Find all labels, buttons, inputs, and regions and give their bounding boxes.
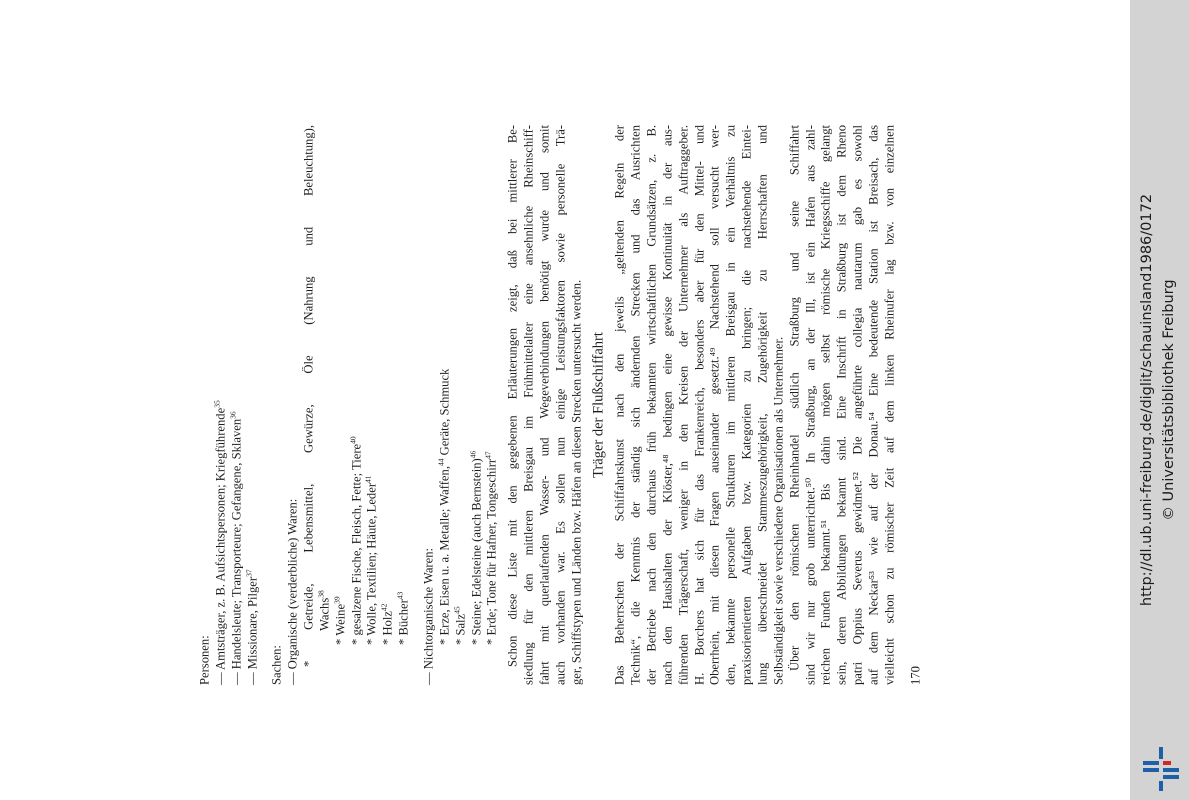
list-item: — Amtsträger, z. B. Aufsichtspersonen; Kriegführende$^{35}$ bbox=[212, 400, 228, 685]
paragraph-line: reichen Funden bekannt.⁵¹ Bis dahin mögen selbst römische Kriegsschiffe gelangt bbox=[818, 125, 833, 685]
paragraph-line: sein, deren Abbildungen bekannt sind. Eine Inschrift in Straßburg ist dem Rheno bbox=[834, 125, 849, 685]
list-item: * Steine; Edelsteine (auch Bernstein)$^{46}$ bbox=[467, 450, 483, 645]
list-item: * Weine$^{39}$ bbox=[332, 596, 348, 645]
paragraph-line: siedlung für den mittleren Breisgau im Frühmittelalter eine ansehnliche Rheinschiff- bbox=[521, 125, 536, 685]
list-item: Wachs$^{38}$ bbox=[316, 590, 332, 631]
paragraph-line: Schon diese Liste mit den gegebenen Erläuterungen zeigt, daß bei mittlerer Be- bbox=[505, 125, 520, 667]
list-item: — Missionare, Pilger$^{37}$ bbox=[243, 569, 260, 685]
paragraph-line: H. Borchers hat sich für das Frankenreich, besonders aber für den Mittel- und bbox=[692, 125, 707, 685]
page-text-block bbox=[198, 125, 933, 685]
list-item: * gesalzene Fische, Fleisch, Fette; Tiere$^{40}$ bbox=[347, 436, 364, 645]
list-item: * Erze, Eisen u. a. Metalle; Waffen,$^{44}$ Geräte, Schmuck bbox=[436, 368, 452, 645]
paragraph-line: ger, Schiffstypen und Länden bzw. Häfen an diesen Strecken untersucht werden. bbox=[569, 279, 584, 685]
sidebar bbox=[1130, 0, 1189, 800]
paragraph-line: der Betriebe nach den durchaus früh bekannten wirtschaftlichen Grundsätzen, z. B. bbox=[644, 125, 659, 685]
paragraph-line: patri Oppius Severus gewidmet.⁵² Die angeführte collegia nautarum gab es sowohl bbox=[850, 125, 865, 685]
paragraph-line: Technik“, die Kenntnis der ständig sich ändernden Strecken und das Ausrichten bbox=[628, 125, 643, 685]
personen-label: Personen: bbox=[197, 635, 212, 685]
list-item: * Bücher$^{43}$ bbox=[395, 591, 411, 645]
sachen-label: Sachen: bbox=[269, 645, 284, 685]
source-url-link[interactable]: http://dl.ub.uni-freiburg.de/diglit/schauinsland1986/0172 bbox=[1138, 193, 1155, 607]
list-item: * Wolle, Textilien; Häute, Leder$^{41}$ bbox=[363, 475, 379, 645]
list-item: — Handelsleute; Transporteure; Gefangene, Sklaven$^{36}$ bbox=[228, 411, 244, 685]
paragraph-line: auf dem Neckar⁵³ wie auf der Donau.⁵⁴ Eine bedeutende Station ist Breisach, das bbox=[866, 125, 881, 685]
page-number: 170 bbox=[908, 666, 923, 685]
paragraph-line: sind wir nur grob unterrichtet.⁵⁰ In Straßburg, an der Ill, ist ein Hafen aus zahl- bbox=[803, 125, 818, 685]
paragraph-line: Das Beherrschen der Schiffahrtskunst nach den jeweils „geltenden Regeln der bbox=[612, 125, 627, 685]
paragraph-line: den, bekannte personelle Strukturen im mittleren Breisgau in ein Verhältnis zu bbox=[723, 125, 738, 685]
list-item: * Erde; Tone für Hafner, Tongeschirr$^{47}$ bbox=[483, 451, 499, 645]
paragraph-line: nach den Haushalten der Klöster,⁴⁸ bedingen eine gewisse Kontinuität in der aus- bbox=[660, 125, 675, 685]
list-item: * Holz$^{42}$ bbox=[379, 603, 395, 645]
paragraph-line: fahrt mit querlaufenden Wasser- und Wegeverbindungen benötigt wurde und somit bbox=[537, 125, 552, 685]
paragraph-line: Selbständigkeit sowie verschiedene Organisationen als Unternehmer. bbox=[771, 336, 786, 685]
paragraph-line: vielleicht schon zu römischer Zeit auf dem linken Rheinufer lag bzw. von einzelnen bbox=[882, 125, 897, 685]
paragraph-line: Über den römischen Rheinhandel südlich Straßburg und seine Schiffahrt bbox=[787, 125, 802, 671]
paragraph-line: führenden Trägerschaft, weniger in den Kreisen der Unternehmer als Auftraggeber. bbox=[676, 125, 691, 685]
paragraph-line: lung überschneidet Stammeszugehörigkeit, Zugehörigkeit zu Herrschaften und bbox=[755, 125, 770, 685]
paragraph-line: auch vorhanden war. Es sollen nun einige Leistungsfaktoren sowie personelle Trä- bbox=[553, 125, 568, 685]
paragraph-line: praxisorientierten Aufgaben bzw. Kategorien zu bringen; die nachstehende Eintei- bbox=[739, 125, 754, 685]
organische-label: — Organische (verderbliche) Waren: bbox=[285, 498, 300, 685]
ub-freiburg-logo-icon bbox=[1141, 745, 1181, 793]
nicht-label: — Nichtorganische Waren: bbox=[421, 547, 436, 685]
section-heading: Träger der Flußschiffahrt bbox=[590, 332, 607, 478]
copyright-text: © Universitätsbibliothek Freiburg bbox=[1160, 279, 1177, 521]
list-item: * Getreide, Lebensmittel, Gewürze, Öle (Nahrung und Beleuchtung), bbox=[301, 125, 316, 667]
paragraph-line: Oberrhein, mit diesen Fragen auseinander gesetzt.⁴⁹ Nachstehend soll versucht wer- bbox=[707, 125, 722, 685]
list-item: * Salz$^{45}$ bbox=[451, 606, 468, 645]
